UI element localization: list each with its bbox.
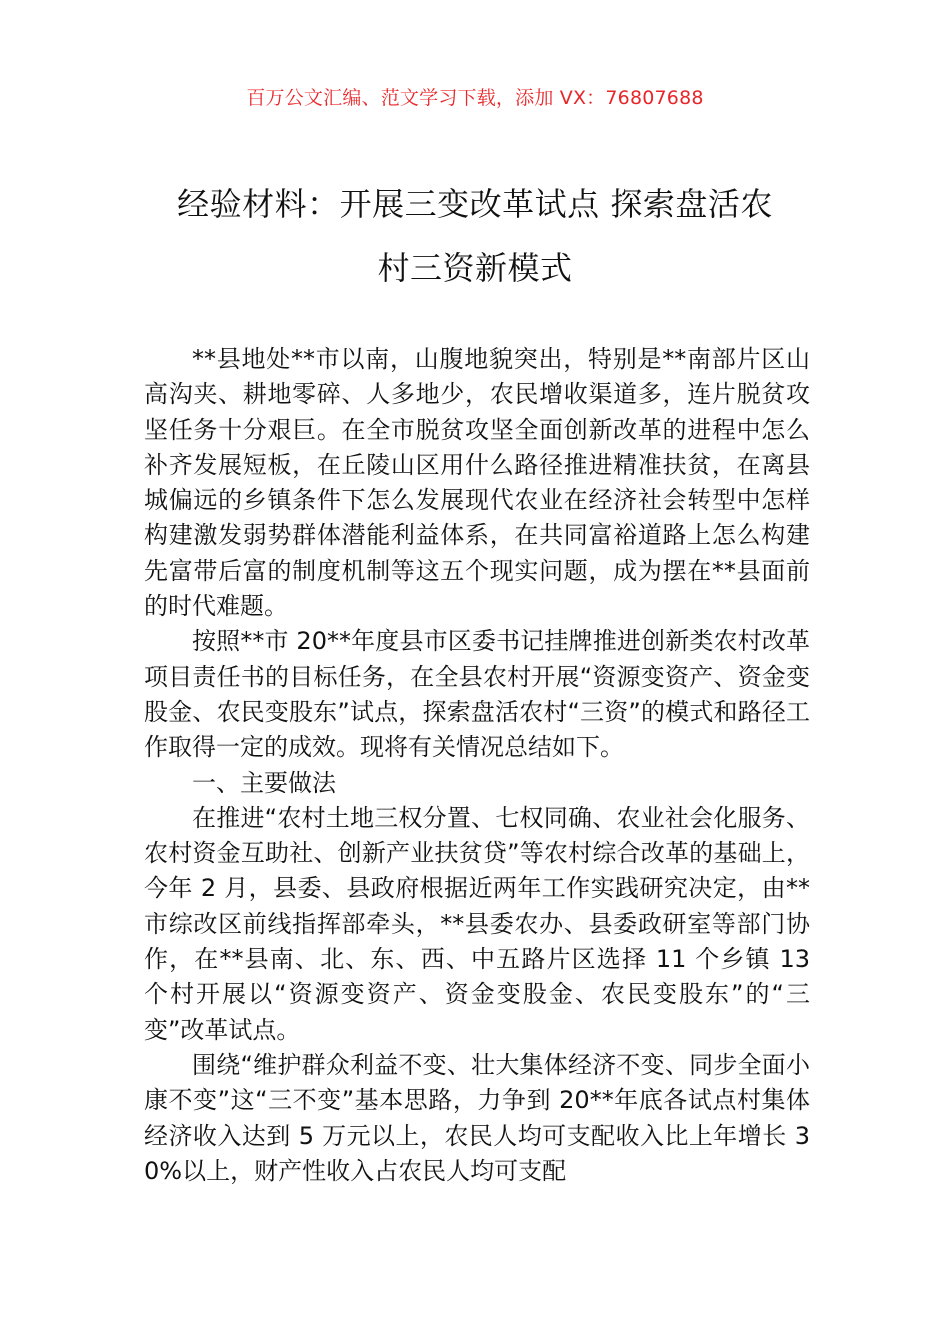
watermark-text: 百万公文汇编、范文学习下载，添加 VX：76807688 bbox=[246, 87, 704, 109]
document-body bbox=[144, 342, 810, 1189]
title-line-2: 村三资新模式 bbox=[377, 249, 573, 287]
section-heading: 一、主要做法 bbox=[192, 768, 336, 797]
paragraph-purpose: 按照**市 20**年度县市区委书记挂牌推进创新类农村改革项目责任书的目标任务，在全县农村开展“资源变资产、资金变股金、农民变股东”试点，探索盘活农村“三资”的模式和路径工作取得一定的成效。现将有关情况总结如下。 bbox=[144, 627, 810, 762]
title-line-1: 经验材料：开展三变改革试点 探索盘活农 bbox=[177, 185, 773, 223]
paragraph-practice: 在推进“农村土地三权分置、七权同确、农业社会化服务、农村资金互助社、创新产业扶贫贷”等农村综合改革的基础上，今年 2 月，县委、县政府根据近两年工作实践研究决定，由**市综改区前线指挥部牵头，**县委农办、县委政研室等部门协作，在**县南、北、东、西、中五路片区选择 11 个乡镇 13 个村开展以“资源变资产、资金变股金、农民变股东”的“三变”改革试点。 bbox=[144, 803, 810, 1044]
paragraph-intro: **县地处**市以南，山腹地貌突出，特别是**南部片区山高沟夹、耕地零碎、人多地少，农民增收渠道多，连片脱贫攻坚任务十分艰巨。在全市脱贫攻坚全面创新改革的进程中怎么补齐发展短板，在丘陵山区用什么路径推进精准扶贫，在离县城偏远的乡镇条件下怎么发展现代农业在经济社会转型中怎样构建激发弱势群体潜能利益体系，在共同富裕道路上怎么构建先富带后富的制度机制等这五个现实问题，成为摆在**县面前的时代难题。 bbox=[144, 345, 810, 621]
page-title bbox=[140, 172, 810, 300]
paragraph-goals: 围绕“维护群众利益不变、壮大集体经济不变、同步全面小康不变”这“三不变”基本思路，力争到 20**年底各试点村集体经济收入达到 5 万元以上，农民人均可支配收入比上年增长 30%以上，财产性收入占农民人均可支配 bbox=[144, 1050, 810, 1185]
